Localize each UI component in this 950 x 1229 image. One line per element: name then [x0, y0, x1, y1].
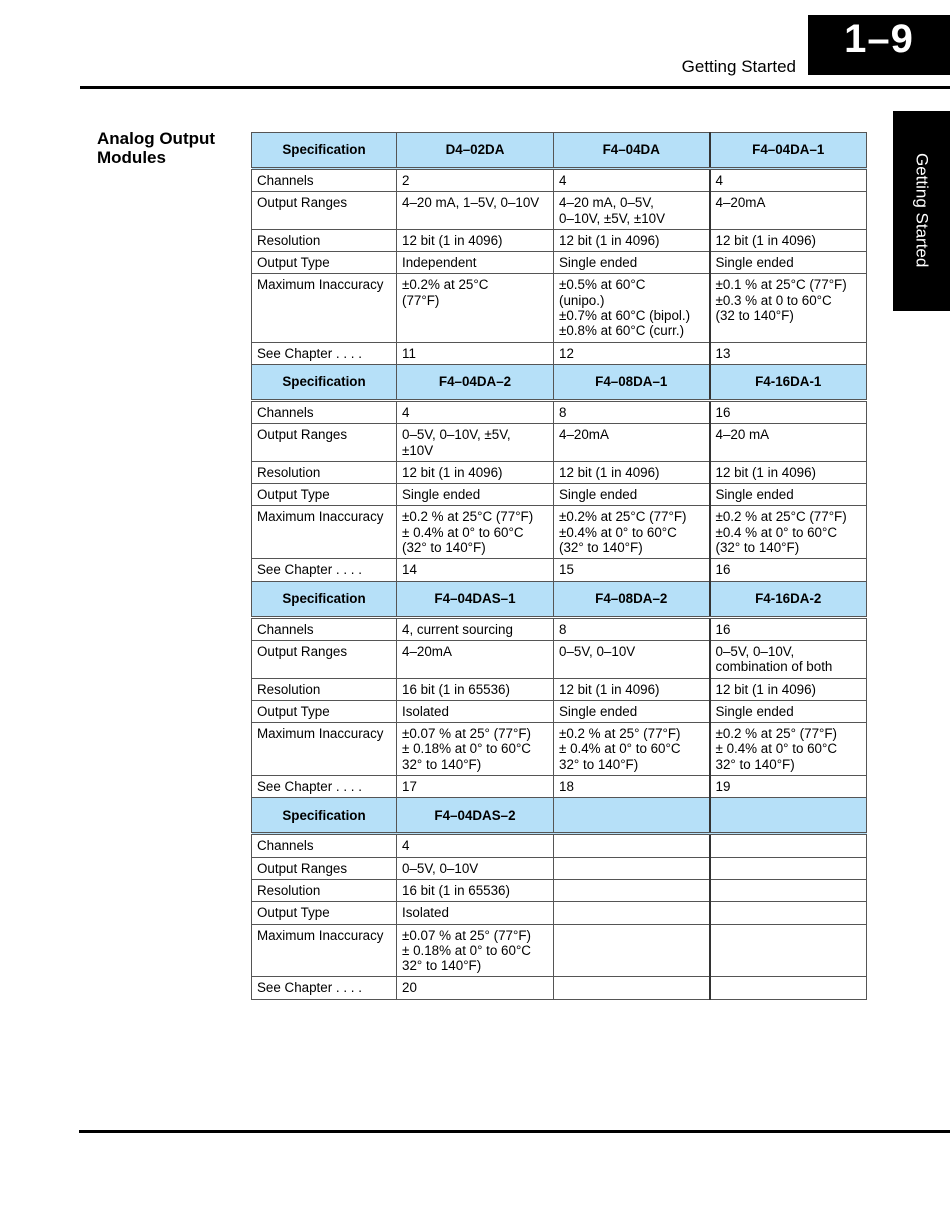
spec-cell: 12 bit (1 in 4096): [397, 461, 554, 483]
spec-row: [252, 640, 867, 678]
module-name: F4-16DA-1: [710, 364, 867, 400]
spec-cell: 18: [554, 776, 710, 798]
row-label: Output Ranges: [252, 424, 397, 462]
spec-cell: 16: [710, 559, 867, 581]
spec-row: [252, 678, 867, 700]
spec-cell: Independent: [397, 252, 554, 274]
module-name: F4–08DA–1: [554, 364, 710, 400]
spec-row: [252, 776, 867, 798]
spec-cell: 0–5V, 0–10V: [397, 857, 554, 879]
spec-cell: 12 bit (1 in 4096): [710, 678, 867, 700]
spec-cell: Single ended: [554, 252, 710, 274]
module-name: [554, 798, 710, 834]
row-label: Resolution: [252, 879, 397, 901]
spec-cell: 4: [397, 834, 554, 857]
spec-cell: 4–20 mA, 0–5V, 0–10V, ±5V, ±10V: [554, 192, 710, 230]
spec-cell: 4–20mA: [710, 192, 867, 230]
row-label: Output Type: [252, 252, 397, 274]
spec-row: [252, 484, 867, 506]
spec-row: [252, 424, 867, 462]
spec-cell: 2: [397, 169, 554, 192]
spec-cell: 14: [397, 559, 554, 581]
module-name: F4–04DAS–2: [397, 798, 554, 834]
spec-cell: [554, 857, 710, 879]
spec-cell: [710, 902, 867, 924]
spec-cell: 4–20mA: [397, 640, 554, 678]
side-chapter-tab: [893, 111, 950, 311]
spec-cell: 0–5V, 0–10V, combination of both: [710, 640, 867, 678]
spec-cell: 12 bit (1 in 4096): [710, 461, 867, 483]
spec-cell: 16 bit (1 in 65536): [397, 879, 554, 901]
spec-cell: [710, 977, 867, 999]
spec-cell: 4–20 mA, 1–5V, 0–10V: [397, 192, 554, 230]
row-label: Output Type: [252, 700, 397, 722]
spec-cell: Single ended: [554, 484, 710, 506]
module-name: F4–04DA–2: [397, 364, 554, 400]
spec-cell: [554, 924, 710, 977]
row-label: Maximum Inaccuracy: [252, 723, 397, 776]
row-label: Output Ranges: [252, 640, 397, 678]
page-number-block: [808, 15, 950, 75]
row-label: Maximum Inaccuracy: [252, 924, 397, 977]
row-label: Resolution: [252, 678, 397, 700]
module-name: F4-16DA-2: [710, 581, 867, 617]
row-label: Output Type: [252, 902, 397, 924]
spec-cell: Single ended: [710, 700, 867, 722]
spec-header-row: [252, 581, 867, 617]
spec-cell: [710, 857, 867, 879]
page-number: 1–9: [844, 17, 914, 61]
spec-header-label: Specification: [252, 364, 397, 400]
row-label: Resolution: [252, 229, 397, 251]
spec-cell: 17: [397, 776, 554, 798]
spec-row: [252, 169, 867, 192]
module-name: D4–02DA: [397, 133, 554, 169]
spec-cell: 8: [554, 400, 710, 423]
row-label: Channels: [252, 169, 397, 192]
row-label: See Chapter . . . .: [252, 559, 397, 581]
spec-cell: Isolated: [397, 700, 554, 722]
row-label: Output Type: [252, 484, 397, 506]
spec-row: [252, 506, 867, 559]
row-label: Output Ranges: [252, 192, 397, 230]
spec-cell: 8: [554, 617, 710, 640]
spec-row: [252, 559, 867, 581]
spec-cell: ±0.2% at 25°C (77°F): [397, 274, 554, 342]
spec-cell: ±0.2 % at 25° (77°F) ± 0.4% at 0° to 60°C 32° to 140°F): [554, 723, 710, 776]
row-label: Channels: [252, 400, 397, 423]
spec-cell: 16 bit (1 in 65536): [397, 678, 554, 700]
spec-cell: 15: [554, 559, 710, 581]
module-name: F4–04DAS–1: [397, 581, 554, 617]
section-title: Analog Output Modules: [97, 129, 216, 167]
spec-table: [251, 132, 867, 1000]
spec-header-row: [252, 364, 867, 400]
spec-cell: 4: [710, 169, 867, 192]
spec-cell: 19: [710, 776, 867, 798]
spec-cell: Single ended: [397, 484, 554, 506]
spec-header-row: [252, 798, 867, 834]
spec-cell: Single ended: [710, 484, 867, 506]
footer-rule: [79, 1130, 950, 1133]
chapter-title: Getting Started: [681, 57, 796, 76]
row-label: Maximum Inaccuracy: [252, 506, 397, 559]
spec-cell: ±0.2% at 25°C (77°F) ±0.4% at 0° to 60°C (32° to 140°F): [554, 506, 710, 559]
spec-row: [252, 723, 867, 776]
spec-cell: ±0.07 % at 25° (77°F) ± 0.18% at 0° to 60°C 32° to 140°F): [397, 924, 554, 977]
spec-row: [252, 834, 867, 857]
spec-cell: ±0.2 % at 25°C (77°F) ±0.4 % at 0° to 60°C (32° to 140°F): [710, 506, 867, 559]
spec-row: [252, 700, 867, 722]
spec-header-label: Specification: [252, 581, 397, 617]
spec-cell: [554, 879, 710, 901]
row-label: Channels: [252, 617, 397, 640]
row-label: Channels: [252, 834, 397, 857]
module-name: F4–04DA–1: [710, 133, 867, 169]
spec-cell: 12 bit (1 in 4096): [554, 678, 710, 700]
spec-row: [252, 274, 867, 342]
spec-row: [252, 924, 867, 977]
spec-cell: 4–20mA: [554, 424, 710, 462]
spec-row: [252, 902, 867, 924]
spec-cell: 16: [710, 400, 867, 423]
header-rule: [80, 86, 950, 89]
spec-cell: ±0.5% at 60°C (unipo.) ±0.7% at 60°C (bipol.) ±0.8% at 60°C (curr.): [554, 274, 710, 342]
spec-header-row: [252, 133, 867, 169]
spec-cell: 12 bit (1 in 4096): [554, 461, 710, 483]
spec-cell: 20: [397, 977, 554, 999]
row-label: See Chapter . . . .: [252, 776, 397, 798]
spec-cell: 11: [397, 342, 554, 364]
row-label: See Chapter . . . .: [252, 342, 397, 364]
spec-cell: 16: [710, 617, 867, 640]
spec-cell: 0–5V, 0–10V: [554, 640, 710, 678]
spec-row: [252, 857, 867, 879]
spec-row: [252, 229, 867, 251]
spec-cell: ±0.2 % at 25°C (77°F) ± 0.4% at 0° to 60°C (32° to 140°F): [397, 506, 554, 559]
spec-row: [252, 192, 867, 230]
spec-cell: [710, 924, 867, 977]
module-name: F4–08DA–2: [554, 581, 710, 617]
spec-cell: 0–5V, 0–10V, ±5V, ±10V: [397, 424, 554, 462]
spec-cell: 12 bit (1 in 4096): [397, 229, 554, 251]
side-tab-label: Getting Started: [912, 153, 932, 268]
spec-cell: 4: [397, 400, 554, 423]
spec-row: [252, 400, 867, 423]
spec-cell: 12 bit (1 in 4096): [554, 229, 710, 251]
spec-cell: Single ended: [554, 700, 710, 722]
spec-row: [252, 342, 867, 364]
spec-cell: ±0.1 % at 25°C (77°F) ±0.3 % at 0 to 60°C (32 to 140°F): [710, 274, 867, 342]
row-label: Output Ranges: [252, 857, 397, 879]
spec-cell: [554, 834, 710, 857]
spec-row: [252, 252, 867, 274]
spec-cell: ±0.2 % at 25° (77°F) ± 0.4% at 0° to 60°C 32° to 140°F): [710, 723, 867, 776]
spec-cell: 4: [554, 169, 710, 192]
spec-cell: 12: [554, 342, 710, 364]
spec-cell: [710, 879, 867, 901]
row-label: See Chapter . . . .: [252, 977, 397, 999]
spec-cell: 13: [710, 342, 867, 364]
module-name: F4–04DA: [554, 133, 710, 169]
row-label: Maximum Inaccuracy: [252, 274, 397, 342]
spec-cell: ±0.07 % at 25° (77°F) ± 0.18% at 0° to 60°C 32° to 140°F): [397, 723, 554, 776]
spec-row: [252, 977, 867, 999]
spec-row: [252, 617, 867, 640]
module-name: [710, 798, 867, 834]
spec-cell: [710, 834, 867, 857]
spec-cell: [554, 902, 710, 924]
spec-cell: 12 bit (1 in 4096): [710, 229, 867, 251]
spec-cell: [554, 977, 710, 999]
spec-cell: 4–20 mA: [710, 424, 867, 462]
spec-row: [252, 879, 867, 901]
spec-header-label: Specification: [252, 798, 397, 834]
spec-row: [252, 461, 867, 483]
spec-cell: Isolated: [397, 902, 554, 924]
spec-cell: Single ended: [710, 252, 867, 274]
spec-cell: 4, current sourcing: [397, 617, 554, 640]
row-label: Resolution: [252, 461, 397, 483]
spec-header-label: Specification: [252, 133, 397, 169]
